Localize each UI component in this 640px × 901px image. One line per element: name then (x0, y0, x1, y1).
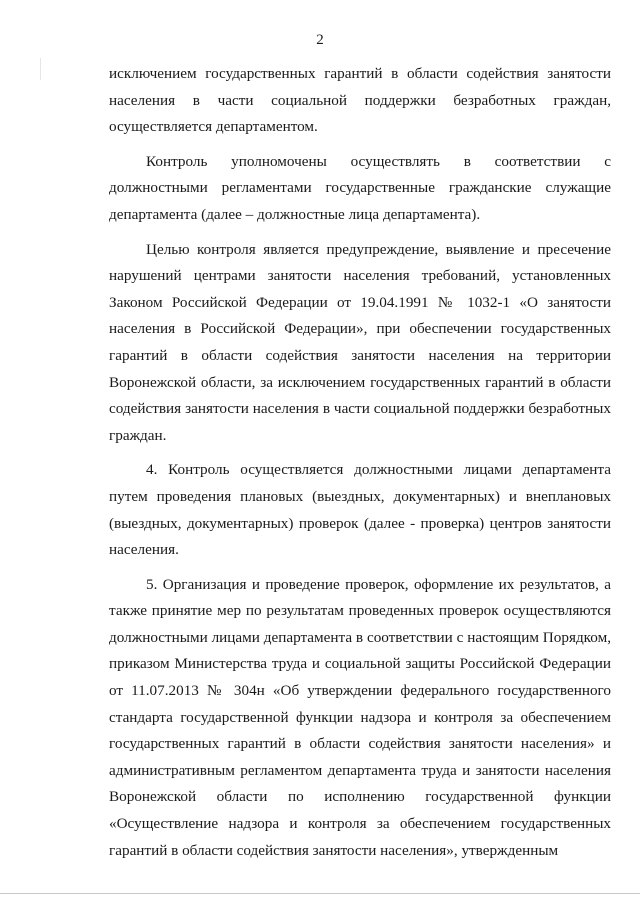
paragraph-continuation: исключением государственных гарантий в области содействия занятости населения в части социальной поддержки безработных граждан, осуществляется департаментом. (109, 65, 611, 136)
document-body (109, 61, 611, 872)
paragraph-item-4: 4. Контроль осуществляется должностными лицами департамента путем проведения плановых (выездных, документарных) и внеплановых (выездных, документарных) проверок (далее - проверка) центров занятости населения. (109, 461, 611, 559)
paragraph-control-purpose: Целью контроля является предупреждение, выявление и пресечение нарушений центрами занятости населения требований, установленных Законом Российской Федерации от 19.04.1991 № 1032-1 «О занятости населения в Российской Федерации», при обеспечении государственных гарантий в области содействия занятости населения на территории Воронежской области, за исключением государственных гарантий в области содействия занятости населения в части социальной поддержки безработных граждан. (109, 240, 611, 444)
paragraph-control-officials: Контроль уполномочены осуществлять в соответствии с должностными регламентами государственные гражданские служащие департамента (далее – должностные лица департамента). (109, 152, 611, 223)
bottom-scan-edge (0, 893, 640, 894)
paragraph-item-5: 5. Организация и проведение проверок, оформление их результатов, а также принятие мер по результатам проведенных проверок осуществляются должностными лицами департамента в соответствии с настоящим Порядком, приказом Министерства труда и социальной защиты Российской Федерации от 11.07.2013 № 304н «Об утверждении федерального государственного стандарта государственной функции надзора и контроля за обеспечением государственных гарантий в области содействия занятости населения» и административным регламентом департамента труда и занятости населения Воронежской области по исполнению государственной функции «Осуществление надзора и контроля за обеспечением государственных гарантий в области содействия занятости населения», утвержденным (109, 575, 611, 859)
scan-margin-mark (40, 58, 41, 80)
page-number: 2 (316, 32, 324, 48)
